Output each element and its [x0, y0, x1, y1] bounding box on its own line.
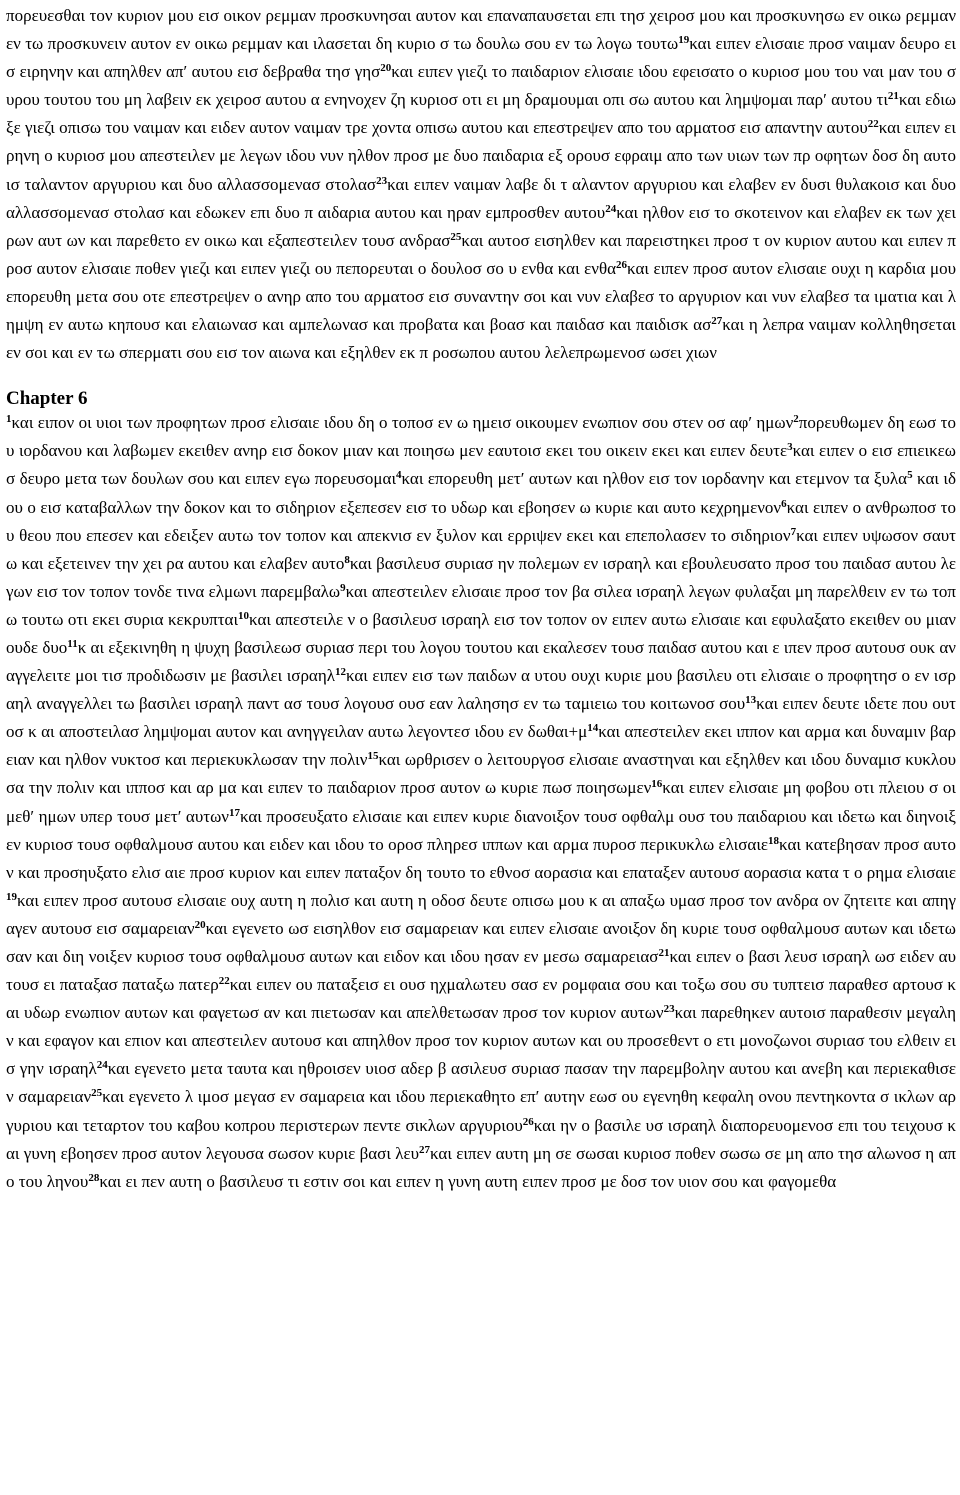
verse-text: και παρεθηκεν αυτοισ παραθεσιν μεγαλη ν και εφαγον και επιον και απεστειλεν αυτουσ και απηλθον προσ τον κυριον αυτων και ου προσεθεντ ο ετι μονοζωνοι συριασ του ελθειν εισ γην ισραηλ	[6, 1003, 957, 1079]
verse-number: 25	[450, 230, 462, 243]
verse-number: 27	[419, 1143, 431, 1156]
verse-text: και απεστειλε ν ο βασιλευσ ισραηλ εισ τον τοπον ον ειπεν αυτω ελισαιε και εφυλαξατο εκειθεν ου μιαν ουδε δυο	[6, 609, 956, 657]
verse-text: και ειπεν ειρηνη ο κυριοσ μου απεστειλεν με λεγων ιδου νυν ηλθον προσ με δυο παιδαρια εξ ορουσ εφραιμ απο των υιων των πρ οφητων δοσ δη αυτοισ ταλαντον αργυριου και δυο αλλασσομενασ στολασ	[6, 118, 956, 194]
verse-number: 19	[678, 34, 690, 47]
verse-text: και βασιλευσ συριασ ην πολεμων εν ισραηλ και εβουλευσατο προσ του παιδασ αυτου λεγων εισ τον τοπον τονδε τινα ελμωνι παρεμβαλω	[6, 553, 956, 601]
verse-number: 20	[194, 918, 206, 931]
verse-number: 5	[907, 469, 913, 482]
verse-text: και ειπεν προσ αυτουσ ελισαιε ουχ αυτη η πολισ και αυτη η οδοσ δευτε οπισω μου κ αι απαξω υμασ προσ τον ανδρα ον ζητειτε και απηγαγεν αυτουσ εισ σαμαρειαν	[6, 890, 956, 938]
verse-text: και προσευξατο ελισαιε και ειπεν κυριε διανοιξον τουσ οφθαλμ ουσ του παιδαριου και ιδετω και διηνοιξεν κυριοσ τουσ οφθαλμουσ αυτου και ειδεν και ιδου το οροσ πληρεσ ιππων και αρμα πυροσ περικυκλω ελισαιε	[6, 806, 956, 854]
verse-number: 24	[96, 1059, 108, 1072]
verse-text: και επορευθη μετ′ αυτων και ηλθον εισ τον ιορδανην και ετεμνον τα ξυλα	[401, 469, 908, 489]
verse-number: 3	[787, 441, 793, 454]
chapter-6-paragraph	[6, 409, 956, 1196]
verse-text: και η λεπρα ναιμαν κολληθησεται εν σοι και εν τω σπερματι σου εισ τον αιωνα και εξηλθεν εκ π ροσωπου αυτου λελεπρωμενοσ ωσει χιων	[6, 315, 956, 363]
verse-text: και απεστειλεν εκει ιππον και αρμα και δυναμιν βαρειαν και ηλθον νυκτοσ και περιεκυκλωσαν την πολιν	[6, 722, 956, 770]
verse-number: 22	[867, 118, 879, 131]
verse-text: και ωρθρισεν ο λειτουργοσ ελισαιε αναστηναι και εξηλθεν και ιδου δυναμισ κυκλουσα την πολιν και ιπποσ και αρ μα και ειπεν το παιδαριον προσ αυτον ω κυριε πωσ ποιησωμεν	[6, 750, 957, 798]
verse-text: και ειπεν ελισαιε προσ ναιμαν δευρο εισ ειρηνην και απηλθεν απ′ αυτου εισ δεβραθα τησ γησ	[6, 34, 956, 82]
verse-text: πορευεσθαι τον κυριον μου εισ οικον ρεμμαν προσκυνησαι αυτον και επαναπαυσεται επι τησ χειροσ μου και προσκυνησω εν οικω ρεμμαν εν τω προσκυνειν αυτον εν οικω ρεμμαν και ιλασεται δη κυριο σ τω δουλω σου εν τω λογω τουτω	[6, 6, 956, 54]
verse-text: και ειπεν ελισαιε μη φοβου οτι πλειου σ οι μεθ′ ημων υπερ τουσ μετ′ αυτων	[6, 778, 956, 826]
verse-text: και ηλθον εισ το σκοτεινον και ελαβεν εκ των χειρων αυτ ων και παρεθετο εν οικω και εξαπεστειλεν τουσ ανδρασ	[6, 202, 956, 250]
verse-number: 20	[380, 62, 392, 75]
verse-number: 26	[522, 1115, 534, 1128]
verse-number: 13	[745, 694, 757, 707]
verse-text: και ειπεν εισ των παιδων α υτου ουχι κυριε μου βασιλευ οτι ελισαιε ο προφητησ ο εν ισραηλ αναγγελλει τω βασιλει ισραηλ παντ ασ τουσ λογουσ ουσ εαν λαλησησ εν τω ταμιειω του κοιτωνοσ σου	[6, 666, 957, 714]
verse-number: 23	[376, 174, 388, 187]
verse-text: και ειπεν προσ αυτον ελισαιε ουχι η καρδια μου επορευθη μετα σου οτε επεστρεψεν ο ανηρ απο του αρματοσ εισ συναντην σοι και νυν ελαβεσ το αργυριον και νυν ελαβεσ τα ιματια και λημψη εν αυτω κηπουσ και ελαιωνασ και αμπελωνασ και προβατα και βοασ και παιδασ και παιδισκ ασ	[6, 258, 956, 335]
verse-number: 8	[344, 553, 350, 566]
verse-number: 28	[88, 1171, 100, 1184]
verse-text: και ειπεν ναιμαν λαβε δι τ αλαντον αργυριου και ελαβεν εν δυσι θυλακοισ και δυο αλλασσομενασ στολασ και εδωκεν επι δυο π αιδαρια αυτου και ηραν εμπροσθεν αυτου	[6, 174, 956, 222]
verse-number: 12	[334, 666, 346, 679]
verse-number: 16	[651, 778, 663, 791]
verse-text: και ειπεν δευτε ιδετε που ουτοσ κ αι αποστειλασ λημψομαι αυτον και ανηγγειλαν αυτω λεγοντεσ ιδου εν δωθαι+μ	[6, 694, 956, 742]
verse-text: και εδιωξε γιεζι οπισω του ναιμαν και ειδεν αυτον ναιμαν τρε χοντα οπισω αυτου και επεστρεψεν απο του αρματοσ εισ απαντην αυτου	[6, 90, 957, 138]
verse-number: 11	[67, 637, 78, 650]
chapter-5-continuation-paragraph	[6, 2, 956, 367]
verse-number: 2	[793, 413, 799, 426]
verse-text: και αυτοσ εισηλθεν και παρειστηκει προσ τ ον κυριον αυτου και ειπεν προσ αυτον ελισαιε ποθεν γιεζι και ειπεν γιεζι ου πεπορευται ο δουλοσ σο υ ενθα και ενθα	[6, 230, 956, 278]
verse-text: και ειπεν αυτη μη σε σωσαι κυριοσ ποθεν σωσω σε μη απο τησ αλωνοσ η απο του ληνου	[6, 1143, 956, 1191]
verse-text: και εγενετο μετα ταυτα και ηθροισεν υιοσ αδερ β ασιλευσ συριασ πασαν την παρεμβολην αυτου και ανεβη και περιεκαθισεν σαμαρειαν	[6, 1059, 956, 1107]
verse-text: και κατεβησαν προσ αυτον και προσηυξατο ελισ αιε προσ κυριον και ειπεν παταξον δη τουτο το εθνοσ αορασια και επαταξεν αυτουσ αορασια κατα τ ο ρημα ελισαιε	[6, 834, 956, 882]
verse-text: και ειπεν ου παταξεισ ει ουσ ηχμαλωτευ σασ εν ρομφαια σου και τοξω σου συ τυπτεισ παραθεσ αρτουσ και υδωρ ενωπιον αυτων και φαγετωσ αν και πιετωσαν και απελθετωσαν προσ τον κυριον αυτων	[6, 975, 956, 1023]
verse-number: 26	[616, 258, 628, 271]
verse-text: και ιδου ο εισ καταβαλλων την δοκον και το σιδηριον εξεπεσεν εισ το υδωρ και εβοησεν ω κυριε και αυτο κεχρημενον	[6, 469, 956, 517]
verse-number: 10	[238, 609, 250, 622]
verse-text: και εγενετο λ ιμοσ μεγασ εν σαμαρεια και ιδου περιεκαθητο επ′ αυτην εωσ ου εγενηθη κεφαλη ονου πεντηκοντα σ ικλων αργυριου και τεταρτον του καβου κοπρου περιστερων πεντε σικλων αργυριου	[6, 1087, 956, 1135]
verse-text: πορευθωμεν δη εωσ του ιορδανου και λαβωμεν εκειθεν ανηρ εισ δοκον μιαν και ποιησω μεν εαυτοισ εκει του οικειν εκει και ειπεν δευτε	[6, 413, 956, 461]
verse-number: 14	[587, 722, 599, 735]
chapter-heading: Chapter 6	[6, 388, 88, 410]
verse-number: 21	[887, 90, 899, 103]
verse-text: και ειπεν υψωσον σαυτω και εξετεινεν την χει ρα αυτου και ελαβεν αυτο	[6, 525, 956, 573]
verse-text: και ειπεν ο βασι λευσ ισραηλ ωσ ειδεν αυτουσ ει παταξασ παταξω πατερ	[6, 947, 956, 995]
verse-number: 24	[605, 202, 617, 215]
verse-number: 17	[228, 806, 240, 819]
verse-number: 15	[367, 750, 379, 763]
verse-number: 22	[218, 975, 230, 988]
verse-text: και ει πεν αυτη ο βασιλευσ τι εστιν σοι και ειπεν η γυνη αυτη ειπεν προσ με δοσ τον υιον σου και φαγομεθα	[99, 1171, 837, 1191]
verse-text: και ειπεν ο εισ επιεικεωσ δευρο μετα των δουλων σου και ειπεν εγω πορευσομαι	[6, 441, 956, 489]
verse-number: 1	[6, 413, 12, 426]
verse-text: και ειπεν ο ανθρωποσ του θεου που επεσεν και εδειξεν αυτω τον τοπον και απεκνισ εν ξυλον και ερριψεν εκει και επεπολασεν το σιδηριον	[6, 497, 956, 545]
verse-number: 25	[91, 1087, 103, 1100]
verse-text: και εγενετο ωσ εισηλθον εισ σαμαρειαν και ειπεν ελισαιε ανοιξον δη κυριε τουσ οφθαλμουσ αυτων και ιδετωσαν και διη νοιξεν κυριοσ τουσ οφθαλμουσ αυτων και ειδον και ιδου ησαν εν μεσω σαμαρειασ	[6, 918, 956, 966]
verse-number: 18	[768, 834, 780, 847]
verse-number: 9	[340, 581, 346, 594]
verse-text: και ειπεν γιεζι το παιδαριον ελισαιε ιδου εφεισατο ο κυριοσ μου του ναι μαν του συρου τουτου του μη λαβειν εκ χειροσ αυτου α ενηνοχεν ζη κυριοσ οτι ει μη δραμουμαι οπι σω αυτου και λημψομαι παρ′ αυτου τι	[6, 62, 956, 110]
verse-number: 19	[6, 890, 17, 903]
verse-number: 21	[658, 947, 670, 959]
verse-number: 4	[396, 469, 402, 482]
verse-number: 27	[711, 315, 723, 328]
verse-text: και απεστειλεν ελισαιε προσ τον βα σιλεα ισραηλ λεγων φυλαξαι μη παρελθειν εν τω τοπω τουτω οτι εκει συρια κεκρυπται	[6, 581, 956, 629]
verse-text: και ειπον οι υιοι των προφητων προσ ελισαιε ιδου δη ο τοποσ εν ω ημεισ οικουμεν ενωπιον σου στεν οσ αφ′ ημων	[11, 413, 794, 433]
verse-number: 7	[790, 525, 797, 538]
verse-number: 6	[781, 497, 787, 510]
scripture-page	[6, 2, 956, 1196]
verse-text: κ αι εξεκινηθη η ψυχη βασιλεωσ συριασ περι του λογου τουτου και εκαλεσεν τουσ παιδασ αυτου και ε ιπεν προσ αυτουσ ουκ αναγγελειτε μοι τισ προδιδωσιν με βασιλει ισραηλ	[6, 637, 956, 686]
verse-number: 23	[663, 1003, 675, 1016]
verse-text: και ην ο βασιλε υσ ισραηλ διαπορευομενοσ επι του τειχουσ και γυνη εβοησεν προσ αυτον λεγουσα σωσον κυριε βασι λευ	[6, 1115, 956, 1163]
